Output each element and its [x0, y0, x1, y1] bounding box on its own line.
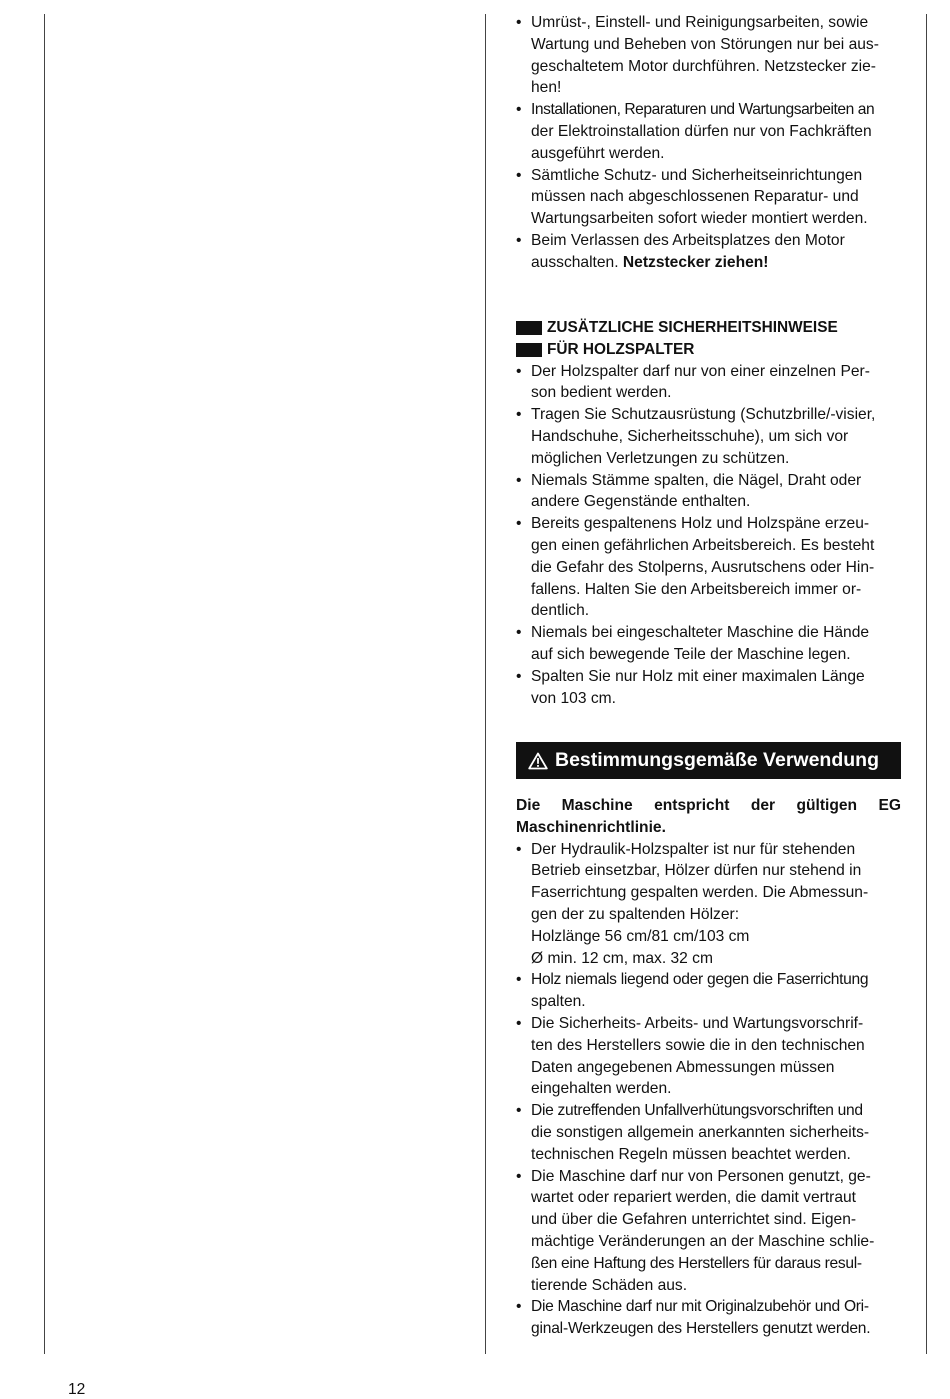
text-line: • Niemals bei eingeschalteter Maschine die Hände	[531, 624, 870, 642]
text-line: • Holz niemals liegend oder gegen die Faserrichtung	[531, 971, 869, 989]
text-line: • Der Holzspalter darf nur von einer einzelnen Per-	[531, 362, 870, 380]
list-item	[516, 1166, 901, 1297]
text-line: • Niemals Stämme spalten, die Nägel, Draht oder	[531, 471, 862, 489]
right-margin-rule	[926, 14, 927, 1354]
text-line: technischen Regeln müssen beachtet werden.	[531, 1145, 851, 1163]
maintenance-safety-list	[516, 12, 901, 274]
text-line: gen der zu spaltenden Hölzer:	[531, 905, 740, 923]
text-line: Faserrichtung gespalten werden. Die Abmessun-	[531, 884, 869, 902]
text-line: son bedient werden.	[531, 384, 672, 402]
text-fragment: ausschalten.	[531, 253, 623, 271]
column-divider-rule	[485, 14, 486, 1354]
text-line: • Spalten Sie nur Holz mit einer maximalen Länge	[531, 667, 865, 685]
left-margin-rule	[44, 14, 45, 1354]
text-line: Ø min. 12 cm, max. 32 cm	[531, 949, 713, 967]
additional-safety-list	[516, 361, 901, 710]
intended-use-banner	[516, 742, 901, 779]
text-line: • Die Maschine darf nur von Personen genutzt, ge-	[531, 1167, 871, 1185]
list-item	[516, 666, 901, 710]
text-line: andere Gegenstände enthalten.	[531, 493, 751, 511]
list-item	[516, 839, 901, 970]
text-line: • Die Maschine darf nur mit Originalzubehör und Ori-	[531, 1298, 869, 1316]
list-item	[516, 969, 901, 1013]
list-item	[516, 165, 901, 230]
text-line: Wartungsarbeiten sofort wieder montiert werden.	[531, 210, 868, 228]
list-item	[516, 1013, 901, 1100]
heading-marker-block	[516, 343, 542, 357]
text-line: • Die Sicherheits- Arbeits- und Wartungsvorschrif-	[531, 1014, 864, 1032]
text-line: Handschuhe, Sicherheitsschuhe), um sich vor	[531, 427, 849, 445]
list-item	[516, 1296, 901, 1340]
text-line: müssen nach abgeschlossenen Reparatur- und	[531, 188, 859, 206]
banner-title: Bestimmungsgemäße Verwendung	[555, 749, 879, 771]
text-line: die Gefahr des Stolperns, Ausrutschens oder Hin-	[531, 558, 875, 576]
emphasis-text: Netzstecker ziehen!	[622, 253, 769, 271]
text-line: • Beim Verlassen des Arbeitsplatzes den Motor	[531, 231, 845, 249]
text-line: • Umrüst-, Einstell- und Reinigungsarbeiten, sowie	[531, 14, 869, 31]
text-line: geschaltetem Motor durchführen. Netzstecker zie-	[531, 57, 876, 75]
text-line: Betrieb einsetzbar, Hölzer dürfen nur stehend in	[531, 862, 862, 880]
heading-marker-block	[516, 321, 542, 335]
heading-text: FÜR HOLZSPALTER	[547, 340, 695, 358]
text-line: Holzlänge 56 cm/81 cm/103 cm	[531, 927, 750, 945]
text-line: Die Maschine entspricht der gültigen EG	[516, 797, 901, 814]
text-line: von 103 cm.	[531, 689, 616, 707]
text-line	[531, 252, 901, 274]
text-line: ßen eine Haftung des Herstellers für daraus resul-	[531, 1254, 862, 1272]
text-line: auf sich bewegende Teile der Maschine legen.	[531, 645, 851, 663]
text-line: fallens. Halten Sie den Arbeitsbereich immer or-	[531, 580, 862, 598]
text-line: ausgeführt werden.	[531, 144, 665, 162]
text-line: die sonstigen allgemein anerkannten sicherheits-	[531, 1123, 870, 1141]
text-line: und über die Gefahren unterrichtet sind. Eigen-	[531, 1211, 857, 1229]
page-number: 12	[68, 1381, 86, 1398]
text-line: ginal-Werkzeugen des Herstellers genutzt werden.	[531, 1320, 871, 1338]
list-item	[516, 99, 901, 164]
list-item	[516, 622, 901, 666]
text-line: möglichen Verletzungen zu schützen.	[531, 449, 790, 467]
list-item	[516, 361, 901, 405]
text-line: • Bereits gespaltenens Holz und Holzspäne erzeu-	[531, 515, 870, 533]
text-line: Daten angegebenen Abmessungen müssen	[531, 1058, 835, 1076]
maintenance-safety-list-block	[516, 12, 901, 274]
list-item	[516, 513, 901, 622]
text-line: wartet oder repariert werden, die damit vertraut	[531, 1189, 857, 1207]
additional-safety-section	[516, 317, 901, 709]
list-item	[516, 470, 901, 514]
list-item	[516, 1100, 901, 1165]
text-line: • Tragen Sie Schutzausrüstung (Schutzbrille/-visier,	[531, 406, 876, 424]
intended-use-list	[516, 839, 901, 1340]
text-line: der Elektroinstallation dürfen nur von Fachkräften	[531, 122, 872, 140]
text-line: spalten.	[531, 993, 586, 1011]
section-intro	[516, 795, 901, 839]
heading-text: ZUSÄTZLICHE SICHERHEITSHINWEISE	[547, 319, 838, 336]
text-line: ten des Herstellers sowie die in den technischen	[531, 1036, 865, 1054]
text-line: • Der Hydraulik-Holzspalter ist nur für stehenden	[531, 840, 856, 858]
text-line: eingehalten werden.	[531, 1080, 672, 1098]
text-line: mächtige Veränderungen an der Maschine schlie-	[531, 1232, 875, 1250]
list-item	[516, 12, 901, 99]
intended-use-section	[516, 795, 901, 1340]
text-line: gen einen gefährlichen Arbeitsbereich. Es besteht	[531, 536, 875, 554]
text-line: • Die zutreffenden Unfallverhütungsvorschriften und	[531, 1102, 863, 1120]
text-line: Wartung und Beheben von Störungen nur bei aus-	[531, 35, 879, 53]
text-line: • Sämtliche Schutz- und Sicherheitseinrichtungen	[531, 166, 863, 184]
text-line: Maschinenrichtlinie.	[516, 818, 666, 836]
text-line: tierende Schäden aus.	[531, 1276, 688, 1294]
list-item	[516, 230, 901, 274]
list-item	[516, 404, 901, 469]
text-line: hen!	[531, 79, 562, 97]
warning-triangle-icon	[528, 752, 548, 770]
text-line: • Installationen, Reparaturen und Wartungsarbeiten an	[531, 101, 875, 119]
heading-line	[516, 339, 901, 361]
section-heading	[516, 317, 901, 361]
text-line: dentlich.	[531, 602, 590, 620]
heading-line	[516, 317, 901, 339]
